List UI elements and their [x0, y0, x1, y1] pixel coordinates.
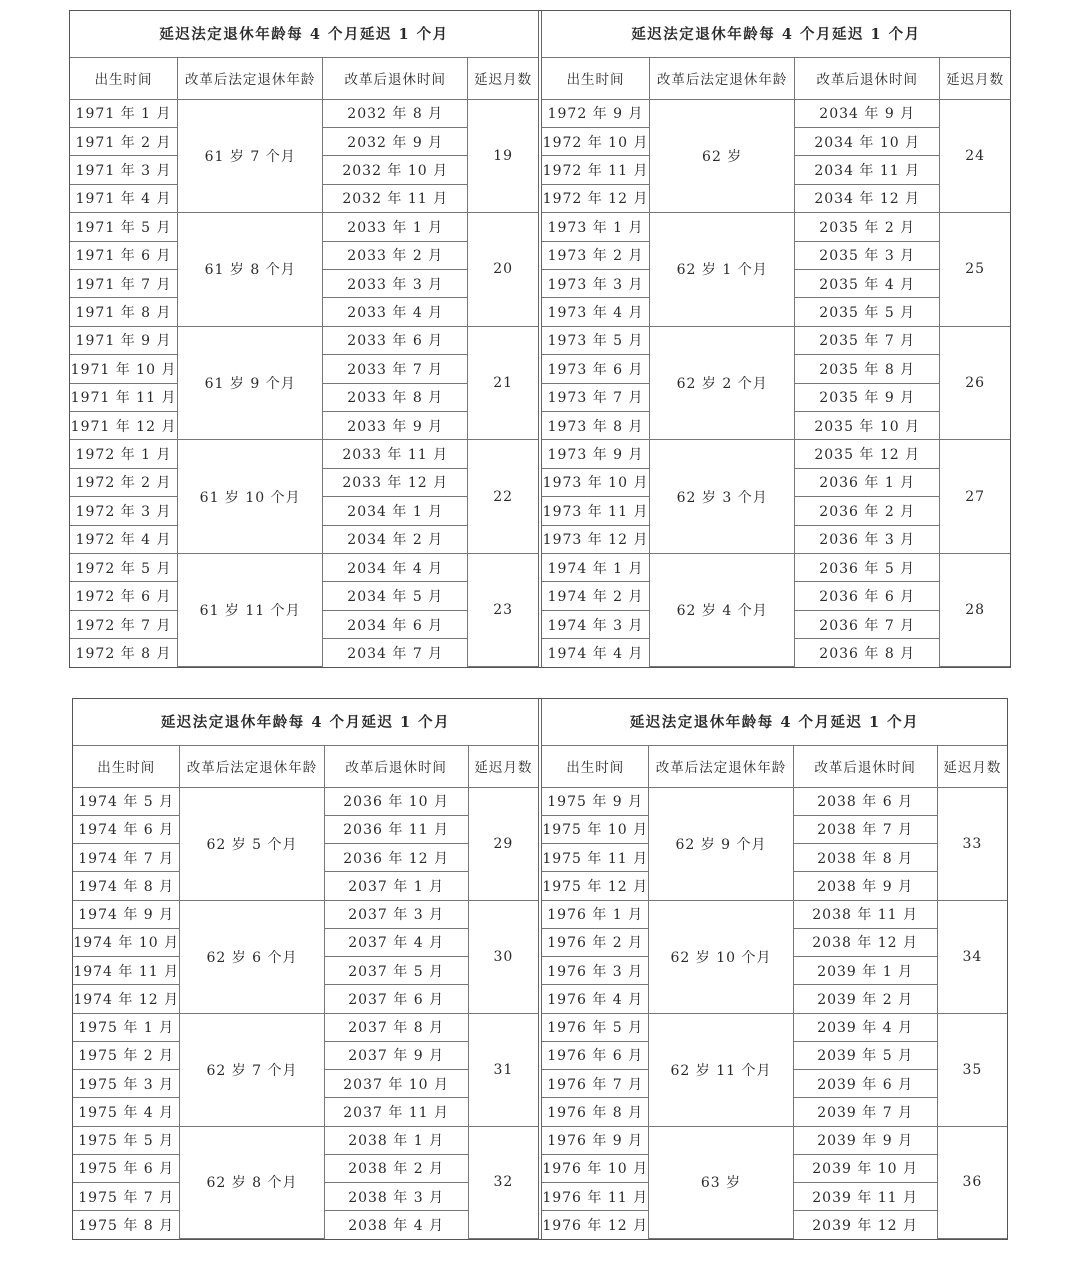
birth-date-cell: 1971 年 5 月 [70, 213, 178, 241]
retirement-date-cell: 2036 年 10 月 [324, 787, 468, 815]
birth-date-cell: 1975 年 7 月 [73, 1183, 180, 1211]
table-half [538, 11, 1010, 667]
retirement-table [73, 699, 538, 1239]
table-row [73, 787, 538, 815]
birth-date-cell: 1973 年 11 月 [542, 497, 650, 525]
birth-date-cell: 1971 年 11 月 [70, 383, 178, 411]
birth-date-cell: 1974 年 8 月 [73, 872, 180, 900]
birth-date-cell: 1976 年 6 月 [542, 1041, 649, 1069]
retirement-date-cell: 2033 年 6 月 [323, 326, 468, 354]
birth-date-cell: 1971 年 6 月 [70, 241, 178, 269]
birth-date-cell: 1973 年 4 月 [542, 298, 650, 326]
retirement-date-cell: 2033 年 9 月 [323, 411, 468, 439]
table-half [538, 699, 1007, 1239]
table-block-bottom [72, 698, 1008, 1240]
retirement-date-cell: 2036 年 8 月 [795, 639, 940, 667]
retirement-date-cell: 2035 年 3 月 [795, 241, 940, 269]
birth-date-cell: 1974 年 2 月 [542, 582, 650, 610]
delay-months-cell: 24 [940, 99, 1010, 213]
retirement-table [542, 11, 1010, 667]
retirement-date-cell: 2039 年 10 月 [793, 1154, 937, 1182]
retirement-date-cell: 2037 年 6 月 [324, 985, 468, 1013]
retirement-age-cell: 63 岁 [649, 1126, 793, 1239]
delay-months-cell: 30 [468, 900, 538, 1013]
retirement-date-cell: 2033 年 4 月 [323, 298, 468, 326]
column-header: 改革后退休时间 [324, 745, 468, 787]
retirement-date-cell: 2036 年 2 月 [795, 497, 940, 525]
retirement-age-cell: 62 岁 5 个月 [180, 787, 324, 900]
delay-months-cell: 25 [940, 213, 1010, 327]
retirement-date-cell: 2036 年 3 月 [795, 525, 940, 553]
retirement-age-cell: 62 岁 6 个月 [180, 900, 324, 1013]
birth-date-cell: 1971 年 3 月 [70, 156, 178, 184]
birth-date-cell: 1976 年 10 月 [542, 1154, 649, 1182]
column-header: 延迟月数 [940, 57, 1010, 99]
retirement-date-cell: 2034 年 4 月 [323, 554, 468, 582]
table-row [542, 554, 1010, 582]
retirement-date-cell: 2033 年 11 月 [323, 440, 468, 468]
retirement-date-cell: 2039 年 5 月 [793, 1041, 937, 1069]
table-row [542, 1013, 1007, 1041]
birth-date-cell: 1971 年 9 月 [70, 326, 178, 354]
retirement-date-cell: 2036 年 11 月 [324, 815, 468, 843]
birth-date-cell: 1975 年 10 月 [542, 815, 649, 843]
birth-date-cell: 1972 年 11 月 [542, 156, 650, 184]
retirement-date-cell: 2032 年 11 月 [323, 184, 468, 212]
column-header: 出生时间 [70, 57, 178, 99]
retirement-date-cell: 2038 年 2 月 [324, 1154, 468, 1182]
retirement-table [542, 699, 1007, 1239]
birth-date-cell: 1971 年 8 月 [70, 298, 178, 326]
column-header: 出生时间 [73, 745, 180, 787]
retirement-date-cell: 2039 年 1 月 [793, 957, 937, 985]
retirement-age-cell: 62 岁 2 个月 [650, 326, 795, 440]
retirement-age-cell: 62 岁 7 个月 [180, 1013, 324, 1126]
table-title: 延迟法定退休年龄每 4 个月延迟 1 个月 [70, 11, 538, 57]
retirement-age-cell: 62 岁 9 个月 [649, 787, 793, 900]
column-header: 改革后法定退休年龄 [649, 745, 793, 787]
birth-date-cell: 1974 年 11 月 [73, 957, 180, 985]
retirement-date-cell: 2039 年 4 月 [793, 1013, 937, 1041]
birth-date-cell: 1973 年 12 月 [542, 525, 650, 553]
delay-months-cell: 31 [468, 1013, 538, 1126]
birth-date-cell: 1973 年 3 月 [542, 269, 650, 297]
delay-months-cell: 27 [940, 440, 1010, 554]
column-header: 出生时间 [542, 57, 650, 99]
birth-date-cell: 1973 年 2 月 [542, 241, 650, 269]
table-row [542, 326, 1010, 354]
birth-date-cell: 1975 年 9 月 [542, 787, 649, 815]
retirement-date-cell: 2034 年 11 月 [795, 156, 940, 184]
retirement-date-cell: 2038 年 12 月 [793, 928, 937, 956]
delay-months-cell: 21 [468, 326, 538, 440]
column-header: 改革后法定退休年龄 [178, 57, 323, 99]
column-header: 改革后退休时间 [795, 57, 940, 99]
birth-date-cell: 1975 年 8 月 [73, 1211, 180, 1239]
retirement-date-cell: 2037 年 1 月 [324, 872, 468, 900]
column-header: 延迟月数 [937, 745, 1007, 787]
retirement-date-cell: 2034 年 10 月 [795, 127, 940, 155]
retirement-date-cell: 2037 年 4 月 [324, 928, 468, 956]
retirement-date-cell: 2035 年 9 月 [795, 383, 940, 411]
birth-date-cell: 1975 年 11 月 [542, 844, 649, 872]
column-header: 改革后退休时间 [793, 745, 937, 787]
table-row [542, 440, 1010, 468]
table-half [70, 11, 538, 667]
table-row [70, 99, 538, 127]
table-row [542, 787, 1007, 815]
table-row [73, 900, 538, 928]
birth-date-cell: 1976 年 1 月 [542, 900, 649, 928]
column-header: 出生时间 [542, 745, 649, 787]
delay-months-cell: 36 [937, 1126, 1007, 1239]
table-title: 延迟法定退休年龄每 4 个月延迟 1 个月 [542, 11, 1010, 57]
retirement-date-cell: 2033 年 12 月 [323, 468, 468, 496]
birth-date-cell: 1975 年 1 月 [73, 1013, 180, 1041]
retirement-date-cell: 2032 年 8 月 [323, 99, 468, 127]
table-row [70, 213, 538, 241]
birth-date-cell: 1976 年 9 月 [542, 1126, 649, 1154]
retirement-date-cell: 2035 年 2 月 [795, 213, 940, 241]
birth-date-cell: 1976 年 7 月 [542, 1070, 649, 1098]
retirement-date-cell: 2038 年 7 月 [793, 815, 937, 843]
retirement-date-cell: 2034 年 6 月 [323, 610, 468, 638]
birth-date-cell: 1971 年 10 月 [70, 355, 178, 383]
retirement-date-cell: 2035 年 12 月 [795, 440, 940, 468]
column-header: 改革后退休时间 [323, 57, 468, 99]
column-header: 延迟月数 [468, 57, 538, 99]
table-row [73, 1013, 538, 1041]
retirement-date-cell: 2038 年 6 月 [793, 787, 937, 815]
delay-months-cell: 33 [937, 787, 1007, 900]
delay-months-cell: 35 [937, 1013, 1007, 1126]
delay-months-cell: 29 [468, 787, 538, 900]
birth-date-cell: 1976 年 4 月 [542, 985, 649, 1013]
birth-date-cell: 1973 年 8 月 [542, 411, 650, 439]
retirement-date-cell: 2039 年 11 月 [793, 1183, 937, 1211]
retirement-date-cell: 2036 年 1 月 [795, 468, 940, 496]
table-row [542, 99, 1010, 127]
retirement-date-cell: 2035 年 8 月 [795, 355, 940, 383]
retirement-age-cell: 62 岁 10 个月 [649, 900, 793, 1013]
retirement-age-cell: 61 岁 7 个月 [178, 99, 323, 213]
retirement-date-cell: 2038 年 3 月 [324, 1183, 468, 1211]
delay-months-cell: 32 [468, 1126, 538, 1239]
delay-months-cell: 20 [468, 213, 538, 327]
birth-date-cell: 1975 年 2 月 [73, 1041, 180, 1069]
birth-date-cell: 1972 年 6 月 [70, 582, 178, 610]
birth-date-cell: 1974 年 12 月 [73, 985, 180, 1013]
birth-date-cell: 1974 年 10 月 [73, 928, 180, 956]
birth-date-cell: 1976 年 2 月 [542, 928, 649, 956]
birth-date-cell: 1972 年 8 月 [70, 639, 178, 667]
table-block-top [69, 10, 1011, 668]
birth-date-cell: 1974 年 1 月 [542, 554, 650, 582]
retirement-date-cell: 2033 年 3 月 [323, 269, 468, 297]
birth-date-cell: 1976 年 12 月 [542, 1211, 649, 1239]
retirement-date-cell: 2035 年 7 月 [795, 326, 940, 354]
retirement-age-cell: 62 岁 11 个月 [649, 1013, 793, 1126]
retirement-date-cell: 2038 年 11 月 [793, 900, 937, 928]
retirement-date-cell: 2039 年 9 月 [793, 1126, 937, 1154]
birth-date-cell: 1974 年 6 月 [73, 815, 180, 843]
birth-date-cell: 1976 年 11 月 [542, 1183, 649, 1211]
retirement-date-cell: 2034 年 12 月 [795, 184, 940, 212]
retirement-date-cell: 2038 年 1 月 [324, 1126, 468, 1154]
birth-date-cell: 1973 年 9 月 [542, 440, 650, 468]
retirement-age-cell: 62 岁 8 个月 [180, 1126, 324, 1239]
retirement-date-cell: 2039 年 6 月 [793, 1070, 937, 1098]
birth-date-cell: 1972 年 3 月 [70, 497, 178, 525]
column-header: 改革后法定退休年龄 [180, 745, 324, 787]
birth-date-cell: 1971 年 4 月 [70, 184, 178, 212]
retirement-date-cell: 2034 年 1 月 [323, 497, 468, 525]
birth-date-cell: 1972 年 9 月 [542, 99, 650, 127]
birth-date-cell: 1974 年 9 月 [73, 900, 180, 928]
retirement-date-cell: 2037 年 8 月 [324, 1013, 468, 1041]
column-header: 改革后法定退休年龄 [650, 57, 795, 99]
column-header: 延迟月数 [468, 745, 538, 787]
retirement-date-cell: 2033 年 8 月 [323, 383, 468, 411]
birth-date-cell: 1975 年 4 月 [73, 1098, 180, 1126]
birth-date-cell: 1971 年 2 月 [70, 127, 178, 155]
retirement-date-cell: 2034 年 5 月 [323, 582, 468, 610]
retirement-date-cell: 2035 年 5 月 [795, 298, 940, 326]
retirement-age-cell: 61 岁 8 个月 [178, 213, 323, 327]
retirement-date-cell: 2039 年 7 月 [793, 1098, 937, 1126]
retirement-age-cell: 62 岁 4 个月 [650, 554, 795, 667]
delay-months-cell: 26 [940, 326, 1010, 440]
retirement-date-cell: 2037 年 5 月 [324, 957, 468, 985]
retirement-date-cell: 2032 年 10 月 [323, 156, 468, 184]
birth-date-cell: 1973 年 1 月 [542, 213, 650, 241]
retirement-date-cell: 2039 年 2 月 [793, 985, 937, 1013]
retirement-date-cell: 2032 年 9 月 [323, 127, 468, 155]
retirement-age-cell: 62 岁 [650, 99, 795, 213]
retirement-date-cell: 2037 年 3 月 [324, 900, 468, 928]
table-row [73, 1126, 538, 1154]
delay-months-cell: 19 [468, 99, 538, 213]
birth-date-cell: 1973 年 7 月 [542, 383, 650, 411]
delay-months-cell: 22 [468, 440, 538, 554]
birth-date-cell: 1976 年 5 月 [542, 1013, 649, 1041]
birth-date-cell: 1975 年 3 月 [73, 1070, 180, 1098]
table-row [70, 440, 538, 468]
retirement-date-cell: 2036 年 6 月 [795, 582, 940, 610]
retirement-age-cell: 61 岁 10 个月 [178, 440, 323, 554]
retirement-date-cell: 2033 年 7 月 [323, 355, 468, 383]
birth-date-cell: 1974 年 3 月 [542, 610, 650, 638]
retirement-date-cell: 2034 年 9 月 [795, 99, 940, 127]
retirement-date-cell: 2036 年 7 月 [795, 610, 940, 638]
retirement-date-cell: 2038 年 8 月 [793, 844, 937, 872]
retirement-date-cell: 2036 年 12 月 [324, 844, 468, 872]
retirement-date-cell: 2037 年 10 月 [324, 1070, 468, 1098]
table-row [542, 900, 1007, 928]
table-half [73, 699, 538, 1239]
retirement-date-cell: 2036 年 5 月 [795, 554, 940, 582]
table-row [542, 1126, 1007, 1154]
retirement-date-cell: 2038 年 9 月 [793, 872, 937, 900]
retirement-age-cell: 62 岁 3 个月 [650, 440, 795, 554]
table-row [70, 554, 538, 582]
birth-date-cell: 1976 年 3 月 [542, 957, 649, 985]
birth-date-cell: 1972 年 1 月 [70, 440, 178, 468]
birth-date-cell: 1975 年 6 月 [73, 1154, 180, 1182]
birth-date-cell: 1974 年 4 月 [542, 639, 650, 667]
birth-date-cell: 1972 年 4 月 [70, 525, 178, 553]
retirement-date-cell: 2033 年 2 月 [323, 241, 468, 269]
retirement-date-cell: 2038 年 4 月 [324, 1211, 468, 1239]
birth-date-cell: 1972 年 12 月 [542, 184, 650, 212]
retirement-date-cell: 2034 年 7 月 [323, 639, 468, 667]
birth-date-cell: 1974 年 7 月 [73, 844, 180, 872]
birth-date-cell: 1974 年 5 月 [73, 787, 180, 815]
table-row [542, 213, 1010, 241]
birth-date-cell: 1971 年 7 月 [70, 269, 178, 297]
birth-date-cell: 1971 年 1 月 [70, 99, 178, 127]
birth-date-cell: 1973 年 10 月 [542, 468, 650, 496]
birth-date-cell: 1972 年 7 月 [70, 610, 178, 638]
delay-months-cell: 34 [937, 900, 1007, 1013]
retirement-date-cell: 2039 年 12 月 [793, 1211, 937, 1239]
retirement-age-cell: 62 岁 1 个月 [650, 213, 795, 327]
retirement-date-cell: 2037 年 9 月 [324, 1041, 468, 1069]
table-title: 延迟法定退休年龄每 4 个月延迟 1 个月 [542, 699, 1007, 745]
birth-date-cell: 1975 年 5 月 [73, 1126, 180, 1154]
birth-date-cell: 1972 年 10 月 [542, 127, 650, 155]
birth-date-cell: 1971 年 12 月 [70, 411, 178, 439]
retirement-date-cell: 2037 年 11 月 [324, 1098, 468, 1126]
birth-date-cell: 1975 年 12 月 [542, 872, 649, 900]
retirement-date-cell: 2035 年 10 月 [795, 411, 940, 439]
birth-date-cell: 1972 年 5 月 [70, 554, 178, 582]
retirement-table [70, 11, 538, 667]
delay-months-cell: 23 [468, 554, 538, 667]
retirement-age-cell: 61 岁 9 个月 [178, 326, 323, 440]
birth-date-cell: 1976 年 8 月 [542, 1098, 649, 1126]
birth-date-cell: 1973 年 5 月 [542, 326, 650, 354]
table-row [70, 326, 538, 354]
retirement-date-cell: 2035 年 4 月 [795, 269, 940, 297]
table-title: 延迟法定退休年龄每 4 个月延迟 1 个月 [73, 699, 538, 745]
retirement-date-cell: 2033 年 1 月 [323, 213, 468, 241]
birth-date-cell: 1972 年 2 月 [70, 468, 178, 496]
birth-date-cell: 1973 年 6 月 [542, 355, 650, 383]
retirement-age-cell: 61 岁 11 个月 [178, 554, 323, 667]
retirement-date-cell: 2034 年 2 月 [323, 525, 468, 553]
delay-months-cell: 28 [940, 554, 1010, 667]
